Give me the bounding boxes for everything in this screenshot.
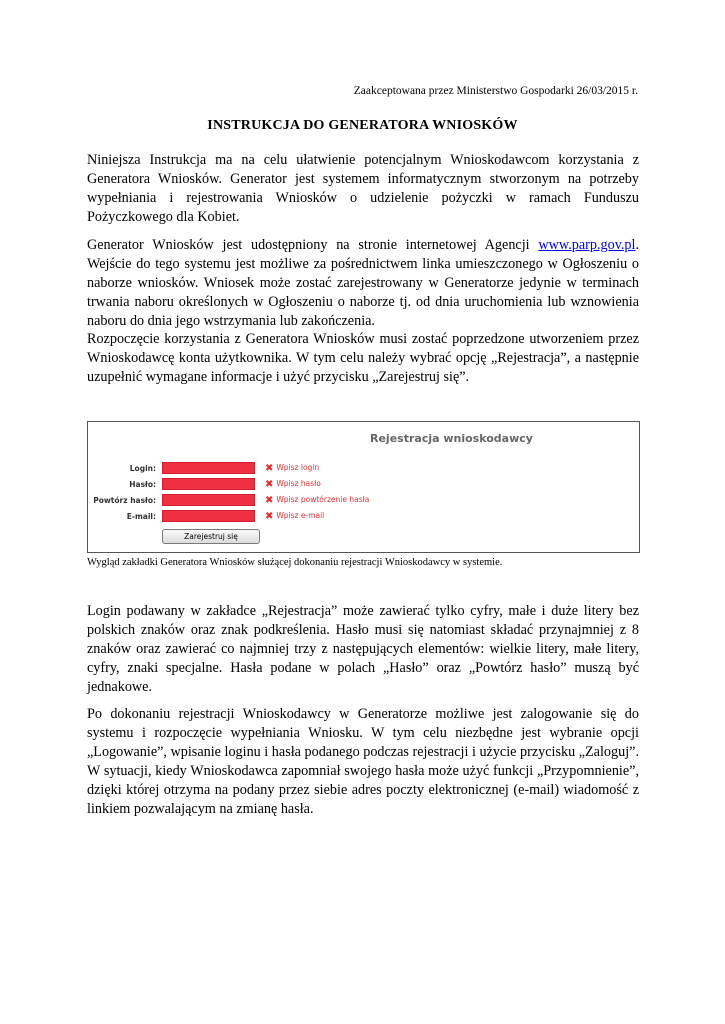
error-x-icon: ✖ [265,463,274,474]
register-button[interactable]: Zarejestruj się [162,529,260,544]
registration-form-screenshot [87,421,640,553]
screenshot-caption: Wygląd zakładki Generatora Wniosków służącej dokonaniu rejestracji Wnioskodawcy w systemie. [87,557,503,568]
login-input[interactable] [162,462,255,474]
error-x-icon: ✖ [265,479,274,490]
password-label: Hasło: [129,480,156,489]
email-error [265,511,324,522]
paragraph-generator-text-before: Generator Wniosków jest udostępniony na stronie internetowej Agencji [87,237,539,253]
password-error-text: Wpisz hasło [276,479,321,488]
parp-website-link[interactable]: www.parp.gov.pl [538,237,636,253]
paragraph-intro: Niniejsza Instrukcja ma na celu ułatwienie potencjalnym Wnioskodawcom korzystania z Generatora Wniosków. Generator jest systemem informatycznym stworzonym na potrzeby wypełniania i rejestrowania Wniosków o udzielenie pożyczki w ramach Funduszu Pożyczkowego dla Kobiet. [87,152,639,225]
repeat-password-label: Powtórz hasło: [93,496,156,505]
password-error [265,479,321,490]
repeat-password-error-text: Wpisz powtórzenie hasła [276,495,370,504]
paragraph-registration: Rozpoczęcie korzystania z Generatora Wniosków musi zostać poprzedzone utworzeniem przez Wnioskodawcę konta użytkownika. W tym celu należy wybrać opcję „Rejestracja”, a następnie uzupełnić wymagane informacje i użyć przycisku „Zarejestruj się”. [87,331,639,385]
paragraph-login-process: Po dokonaniu rejestracji Wnioskodawcy w Generatorze możliwe jest zalogowanie się do systemu i rozpoczęcie wypełniania Wniosku. W tym celu niezbędne jest wybranie opcji „Logowanie”, wpisanie loginu i hasła podanego podczas rejestracji i użycie przycisku „Zaloguj”. W sytuacji, kiedy Wnioskodawca zapomniał swojego hasła może użyć funkcji „Przypomnienie”, dzięki której otrzyma na podany przez siebie adres poczty elektronicznej (e-mail) wiadomość z linkiem pozwalającym na zmianę hasła. [87,706,639,817]
approval-note: Zaakceptowana przez Ministerstwo Gospodarki 26/03/2015 r. [353,85,638,97]
repeat-password-error [265,495,369,506]
password-input[interactable] [162,478,255,490]
email-input[interactable] [162,510,255,522]
email-label: E-mail: [126,512,156,521]
registration-form-title: Rejestracja wnioskodawcy [370,432,533,445]
paragraph-generator-text-after: . Wejście do tego systemu jest możliwe za pośrednictwem linka umieszczonego w Ogłoszeniu o naborze wniosków. Wniosek może zostać zarejestrowany w Generatorze jedynie w terminach trwania naboru określonych w Ogłoszeniu o naborze tj. od dnia uruchomienia lub wznowienia naboru do dnia jego wstrzymania lub zakończenia. [87,237,639,329]
paragraph-generator [87,236,639,331]
login-error-text: Wpisz login [276,463,320,472]
error-x-icon: ✖ [265,511,274,522]
login-label: Login: [129,464,156,473]
login-error [265,463,319,474]
error-x-icon: ✖ [265,495,274,506]
repeat-password-input[interactable] [162,494,255,506]
email-error-text: Wpisz e-mail [276,511,325,520]
document-title: INSTRUKCJA DO GENERATORA WNIOSKÓW [207,118,518,133]
paragraph-login-rules: Login podawany w zakładce „Rejestracja” może zawierać tylko cyfry, małe i duże litery bez polskich znaków oraz znak podkreślenia. Hasło musi się natomiast składać przynajmniej z 8 znaków oraz zawierać co najmniej trzy z następujących elementów: wielkie litery, małe litery, cyfry, znaki specjalne. Hasła podane w polach „Hasło” oraz „Powtórz hasło” muszą być jednakowe. [87,603,639,695]
